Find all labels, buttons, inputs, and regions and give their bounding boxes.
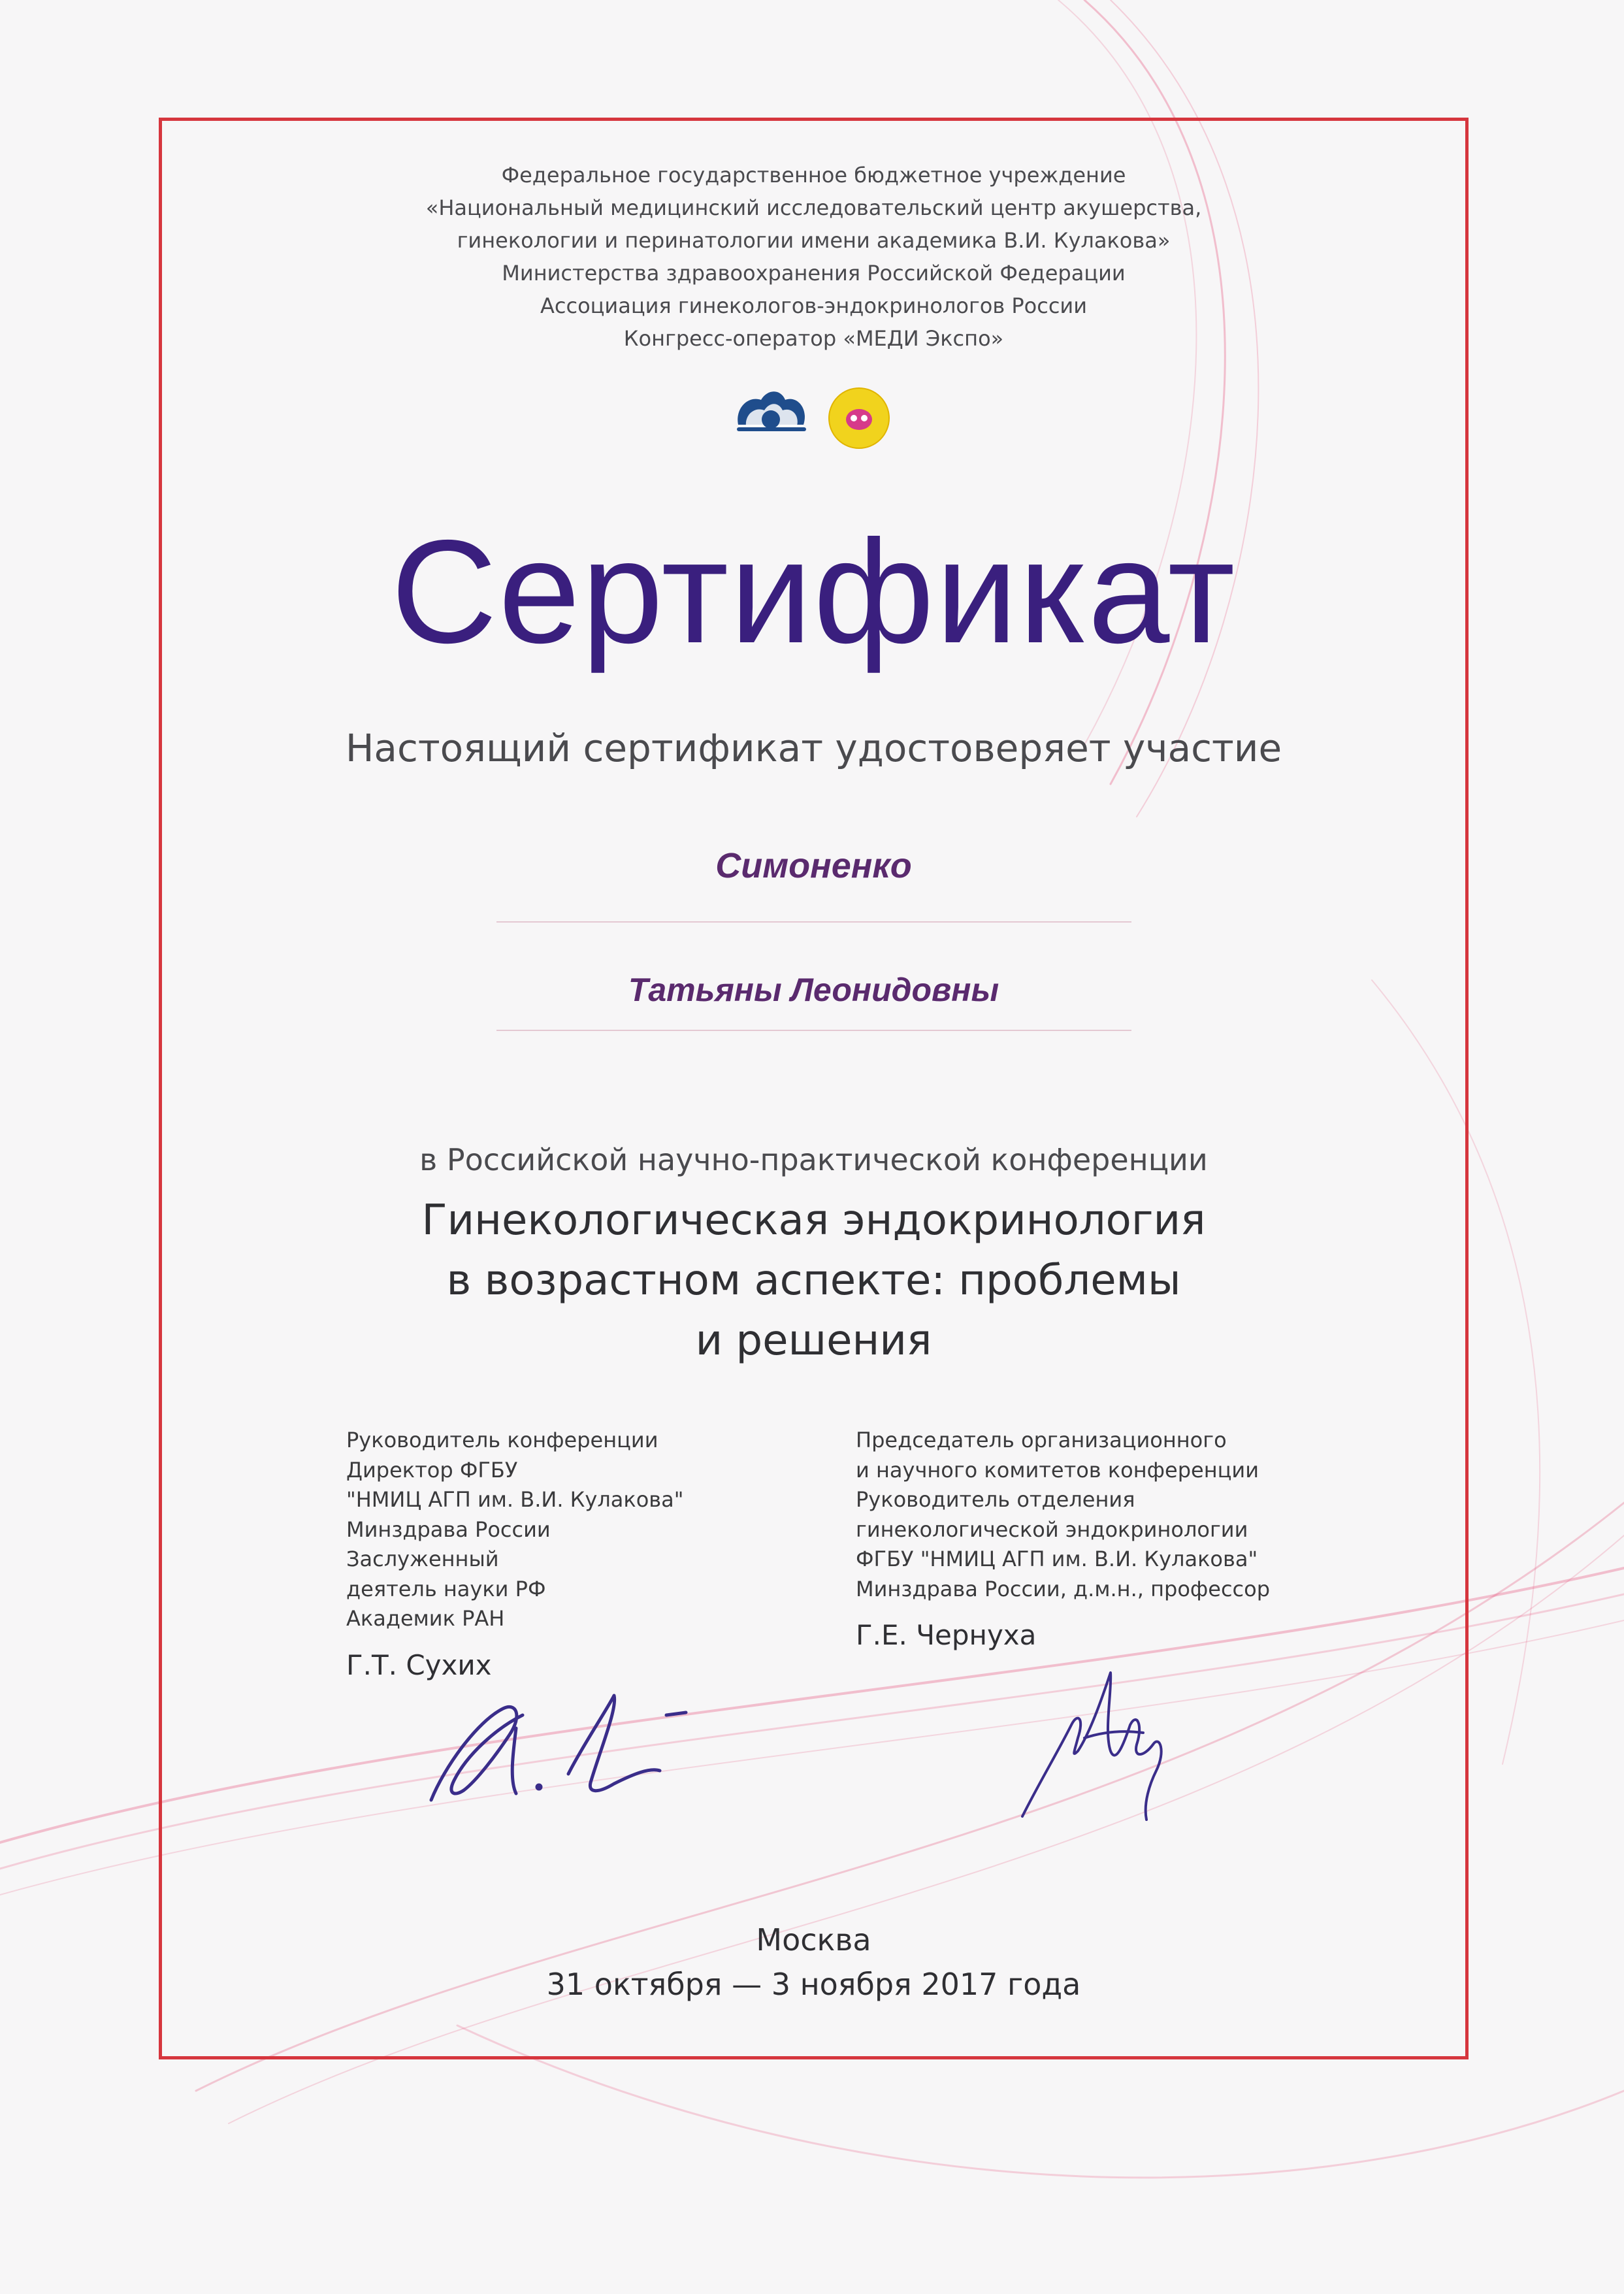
- signatory-line: Председатель организационного: [856, 1428, 1227, 1452]
- event-city: Москва: [756, 1922, 871, 1958]
- left-signatory: [346, 1426, 771, 1685]
- header-line: «Национальный медицинский исследовательский центр акушерства,: [425, 195, 1202, 220]
- signatory-name: Г.Т. Сухих: [346, 1648, 492, 1681]
- center-emblem-icon: [732, 385, 810, 444]
- conference-title-line: в возрастном аспекте: проблемы: [446, 1256, 1181, 1305]
- association-emblem-icon: [826, 385, 892, 451]
- logo-row: [719, 385, 915, 457]
- signatory-line: Академик РАН: [346, 1606, 505, 1631]
- conference-intro: в Российской научно-практической конференции: [419, 1142, 1208, 1177]
- issuer-header: [159, 159, 1469, 355]
- header-line: Конгресс-оператор «МЕДИ Экспо»: [623, 326, 1004, 351]
- header-line: Федеральное государственное бюджетное учреждение: [501, 163, 1126, 188]
- signatory-line: гинекологической эндокринологии: [856, 1516, 1248, 1542]
- signatory-line: Директор ФГБУ: [346, 1457, 518, 1483]
- footer: [159, 1918, 1469, 2007]
- signatory-line: и научного комитетов конференции: [856, 1457, 1259, 1483]
- signatory-line: деятель науки РФ: [346, 1576, 546, 1601]
- signatory-line: Заслуженный: [346, 1547, 499, 1571]
- signatory-line: Минздрава России, д.м.н., профессор: [856, 1576, 1271, 1601]
- signatory-line: Руководитель отделения: [856, 1487, 1135, 1512]
- event-dates: 31 октября — 3 ноября 2017 года: [546, 1967, 1081, 2002]
- participant-given-names: Татьяны Леонидовны: [628, 972, 999, 1008]
- certificate-title: Сертификат: [391, 509, 1237, 674]
- signatory-line: ФГБУ "НМИЦ АГП им. В.И. Кулакова": [856, 1547, 1258, 1571]
- signatory-name: Г.Е. Чернуха: [856, 1619, 1037, 1651]
- conference-title-line: Гинекологическая эндокринология: [421, 1196, 1206, 1245]
- certificate-subtitle: Настоящий сертификат удостоверяет участие: [345, 726, 1282, 770]
- name-underline: [496, 1030, 1131, 1031]
- signatory-line: Руководитель конференции: [346, 1428, 658, 1452]
- signatory-line: Минздрава России: [346, 1516, 551, 1542]
- right-signatory: [856, 1426, 1352, 1655]
- header-line: Ассоциация гинекологов-эндокринологов России: [540, 293, 1088, 318]
- name-underline: [496, 921, 1131, 923]
- left-signature: [418, 1669, 706, 1820]
- right-signature: [1013, 1653, 1209, 1836]
- header-line: гинекологии и перинатологии имени академика В.И. Кулакова»: [457, 228, 1171, 253]
- header-line: Министерства здравоохранения Российской Федерации: [502, 261, 1126, 286]
- signatory-line: "НМИЦ АГП им. В.И. Кулакова": [346, 1487, 684, 1512]
- participant-surname: Симоненко: [715, 846, 912, 885]
- conference-title: [159, 1190, 1469, 1371]
- conference-title-line: и решения: [695, 1317, 932, 1365]
